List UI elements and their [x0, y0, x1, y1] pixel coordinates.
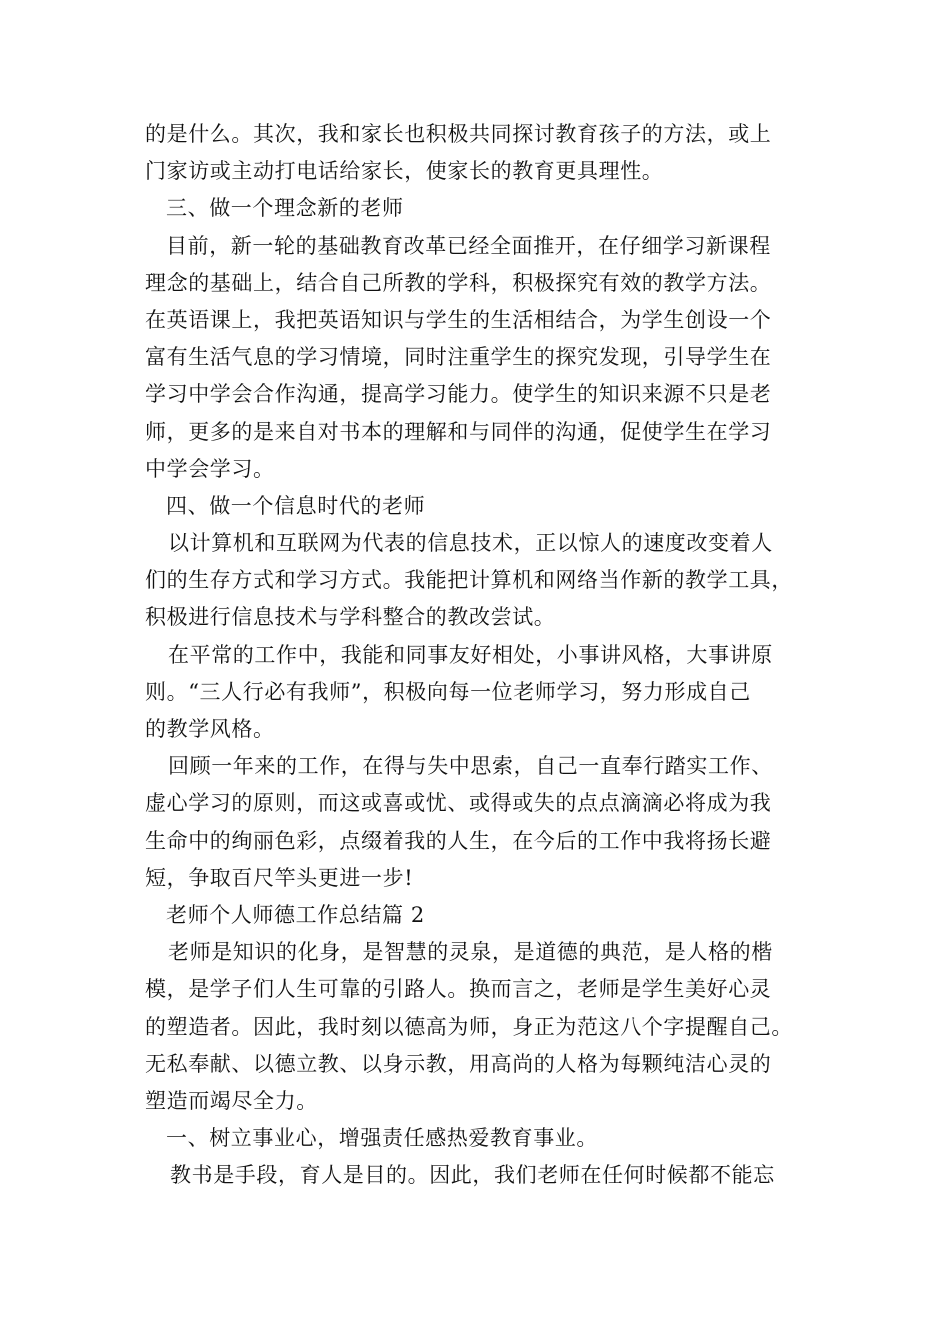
paragraph-first-line: 老师是知识的化身，是智慧的灵泉，是道德的典范，是人格的楷 [168, 940, 773, 965]
text-line: 则。“三人行必有我师”，积极向每一位老师学习，努力形成自己 [145, 679, 751, 704]
text-line: 门家访或主动打电话给家长，使家长的教育更具理性。 [145, 159, 664, 184]
text-line: 的是什么。其次，我和家长也积极共同探讨教育孩子的方法，或上 [145, 122, 772, 146]
text-line: 师，更多的是来自对书本的理解和与同伴的沟通，促使学生在学习 [145, 419, 772, 444]
text-line: 的教学风格。 [145, 717, 275, 741]
paragraph-first-line: 在平常的工作中，我能和同事友好相处，小事讲风格，大事讲原 [168, 642, 773, 667]
section-heading: 三、做一个理念新的老师 [166, 196, 404, 221]
text-line: 短，争取百尺竿头更进一步! [145, 865, 414, 890]
paragraph-first-line: 回顾一年来的工作，在得与失中思索，自己一直奉行踏实工作、 [168, 754, 773, 779]
section-heading: 一、树立事业心，增强责任感热爱教育事业。 [166, 1126, 598, 1151]
text-line: 中学会学习。 [145, 456, 275, 481]
text-line: 模，是学子们人生可靠的引路人。换而言之，老师是学生美好心灵 [145, 977, 772, 1002]
paragraph-first-line: 以计算机和互联网为代表的信息技术，正以惊人的速度改变着人 [168, 531, 773, 556]
text-line: 的塑造者。因此，我时刻以德高为师，身正为范这八个字提醒自己。 [145, 1014, 793, 1039]
section-heading: 四、做一个信息时代的老师 [166, 493, 426, 518]
text-line: 塑造而竭尽全力。 [145, 1088, 318, 1113]
text-line: 在英语课上，我把英语知识与学生的生活相结合，为学生创设一个 [145, 307, 772, 332]
text-line: 们的生存方式和学习方式。我能把计算机和网络当作新的教学工具， [145, 568, 793, 593]
text-line: 学习中学会合作沟通，提高学习能力。使学生的知识来源不只是老 [145, 382, 772, 407]
text-line: 无私奉献、以德立教、以身示教，用高尚的人格为每颗纯洁心灵的 [145, 1051, 772, 1076]
document-body [145, 116, 811, 1194]
paragraph-first-line: 目前，新一轮的基础教育改革已经全面推开，在仔细学习新课程 [166, 233, 771, 258]
text-line: 积极进行信息技术与学科整合的教改尝试。 [145, 605, 556, 630]
article-title: 老师个人师德工作总结篇 2 [166, 902, 425, 927]
text-line: 富有生活气息的学习情境，同时注重学生的探究发现，引导学生在 [145, 345, 772, 370]
text-line: 虚心学习的原则，而这或喜或忧、或得或失的点点滴滴必将成为我 [145, 791, 772, 816]
paragraph-first-line: 教书是手段，育人是目的。因此，我们老师在任何时候都不能忘 [170, 1163, 775, 1188]
text-line: 生命中的绚丽色彩，点缀着我的人生，在今后的工作中我将扬长避 [145, 828, 772, 853]
text-line: 理念的基础上，结合自己所教的学科，积极探究有效的教学方法。 [145, 270, 772, 295]
